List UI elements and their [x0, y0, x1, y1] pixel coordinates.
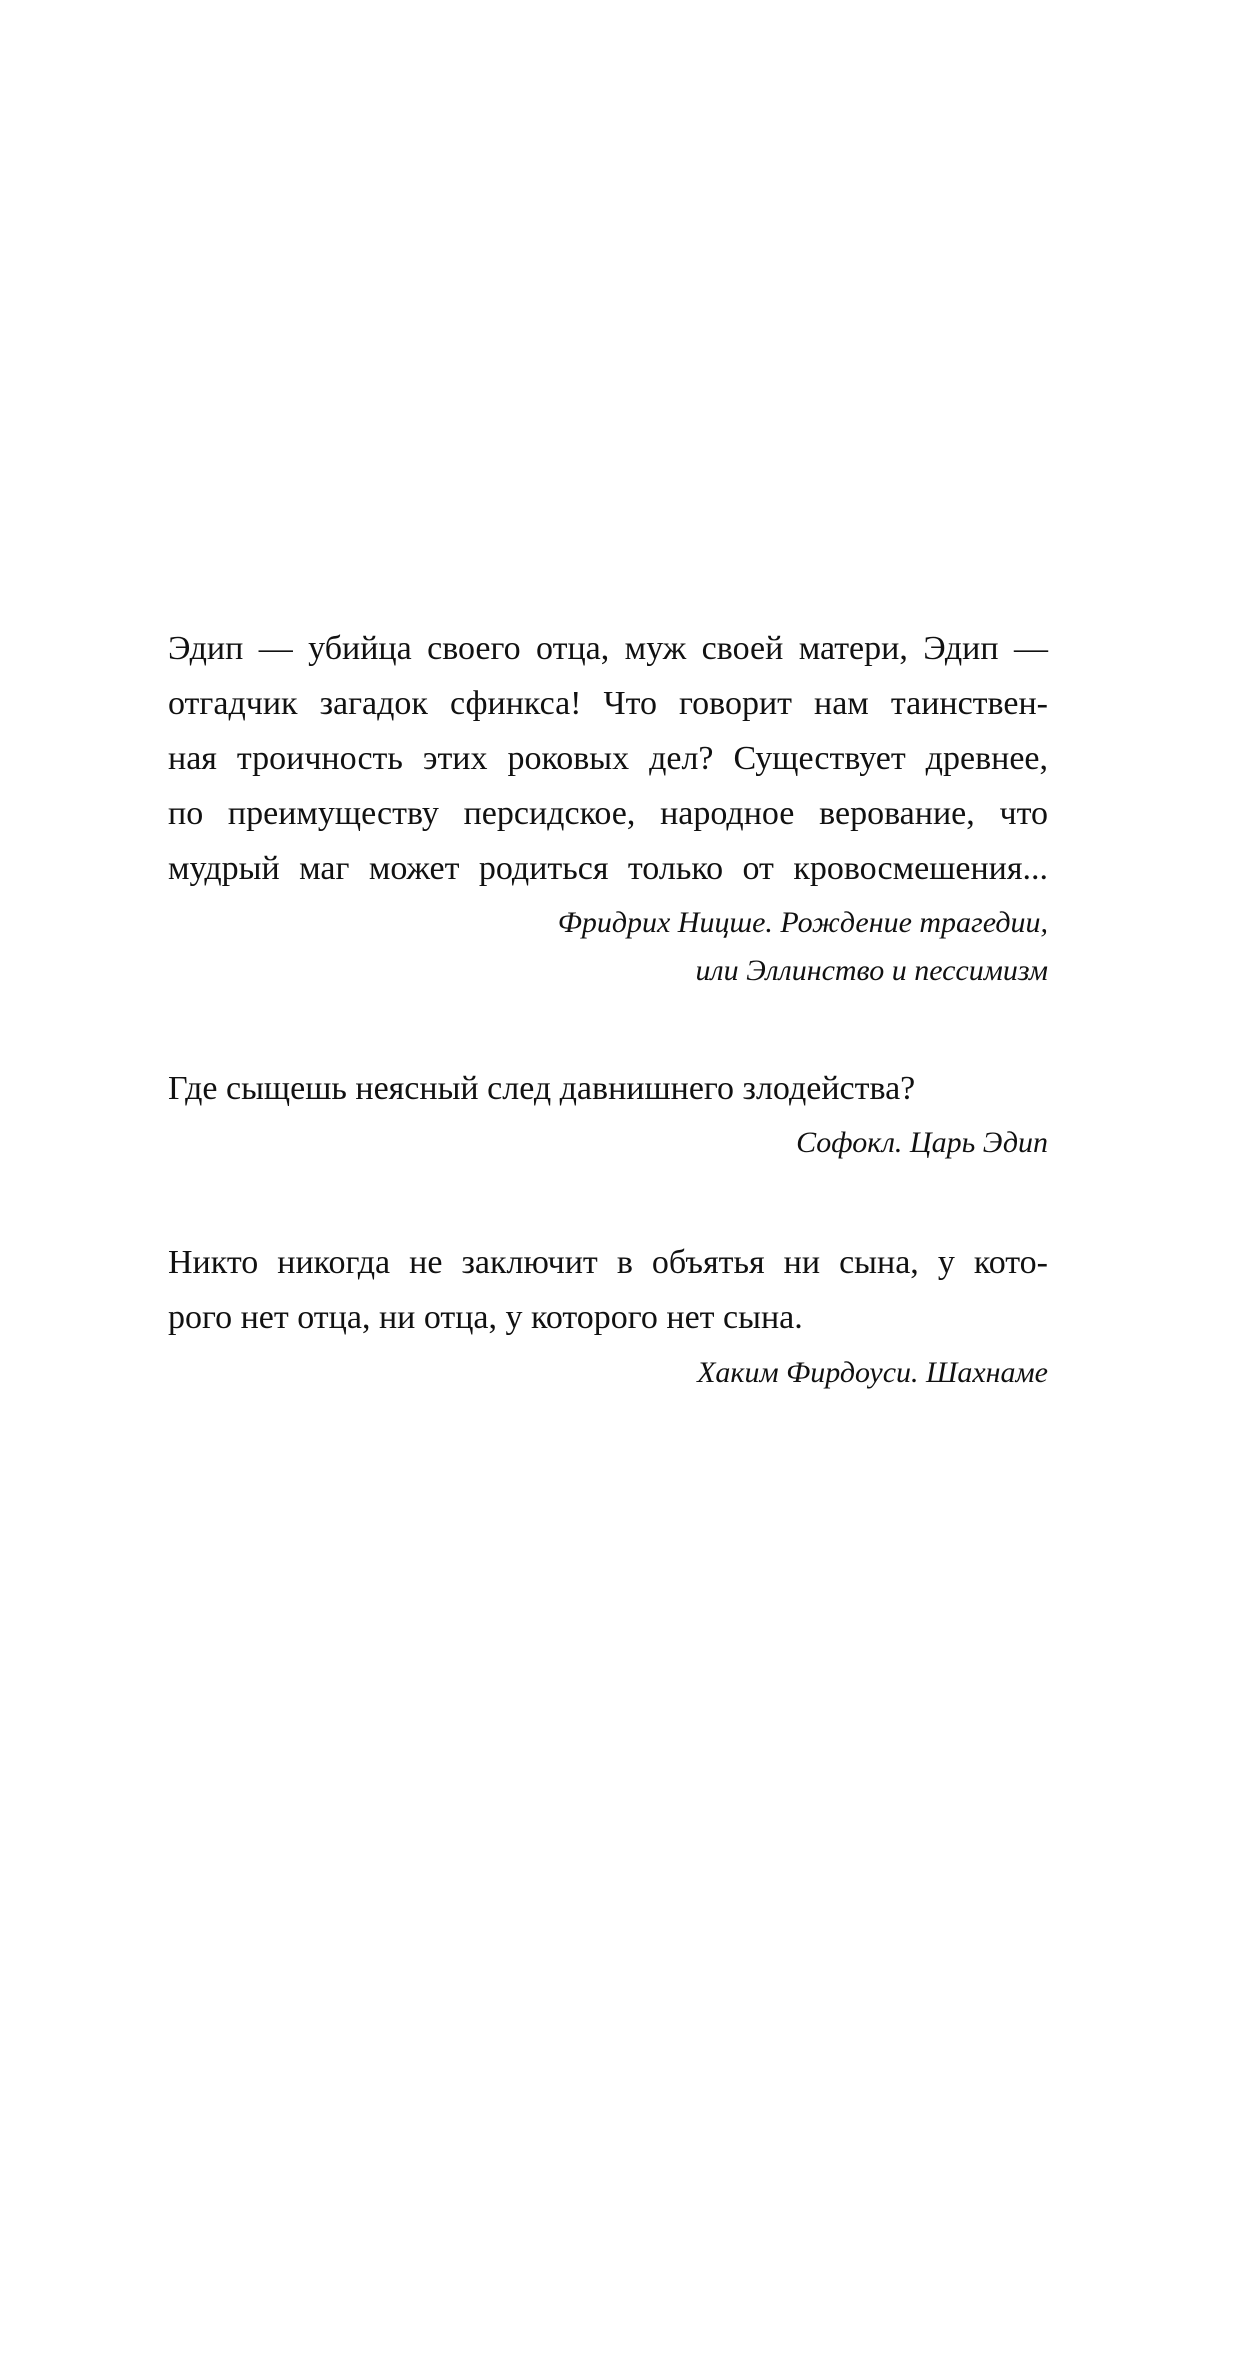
epigraph-text-line: Никто никогда не заключит в объятья ни сына, у кото-: [168, 1244, 1048, 1281]
epigraph-text-line: отгадчик загадок сфинкса! Что говорит нам таинствен-: [168, 685, 1048, 722]
epigraph-attribution-line: Хаким Фирдоуси. Шахнаме: [697, 1356, 1048, 1389]
epigraph-text-line: мудрый маг может родиться только от кровосмешения...: [168, 850, 1048, 887]
epigraph-attribution-line: Фридрих Ницше. Рождение трагедии,: [557, 906, 1048, 939]
epigraph-text-line: Эдип — убийца своего отца, муж своей матери, Эдип —: [168, 630, 1048, 667]
epigraph-attribution-line: Софокл. Царь Эдип: [796, 1126, 1048, 1159]
epigraph-text-line: по преимуществу персидское, народное верование, что: [168, 795, 1048, 832]
epigraph-text-line: ная троичность этих роковых дел? Существует древнее,: [168, 740, 1048, 777]
epigraph-attribution-line: или Эллинство и пессимизм: [695, 954, 1048, 987]
epigraph-text-line: Где сыщешь неясный след давнишнего злодейства?: [168, 1070, 916, 1107]
epigraph-text-line: рого нет отца, ни отца, у которого нет сына.: [168, 1299, 803, 1336]
